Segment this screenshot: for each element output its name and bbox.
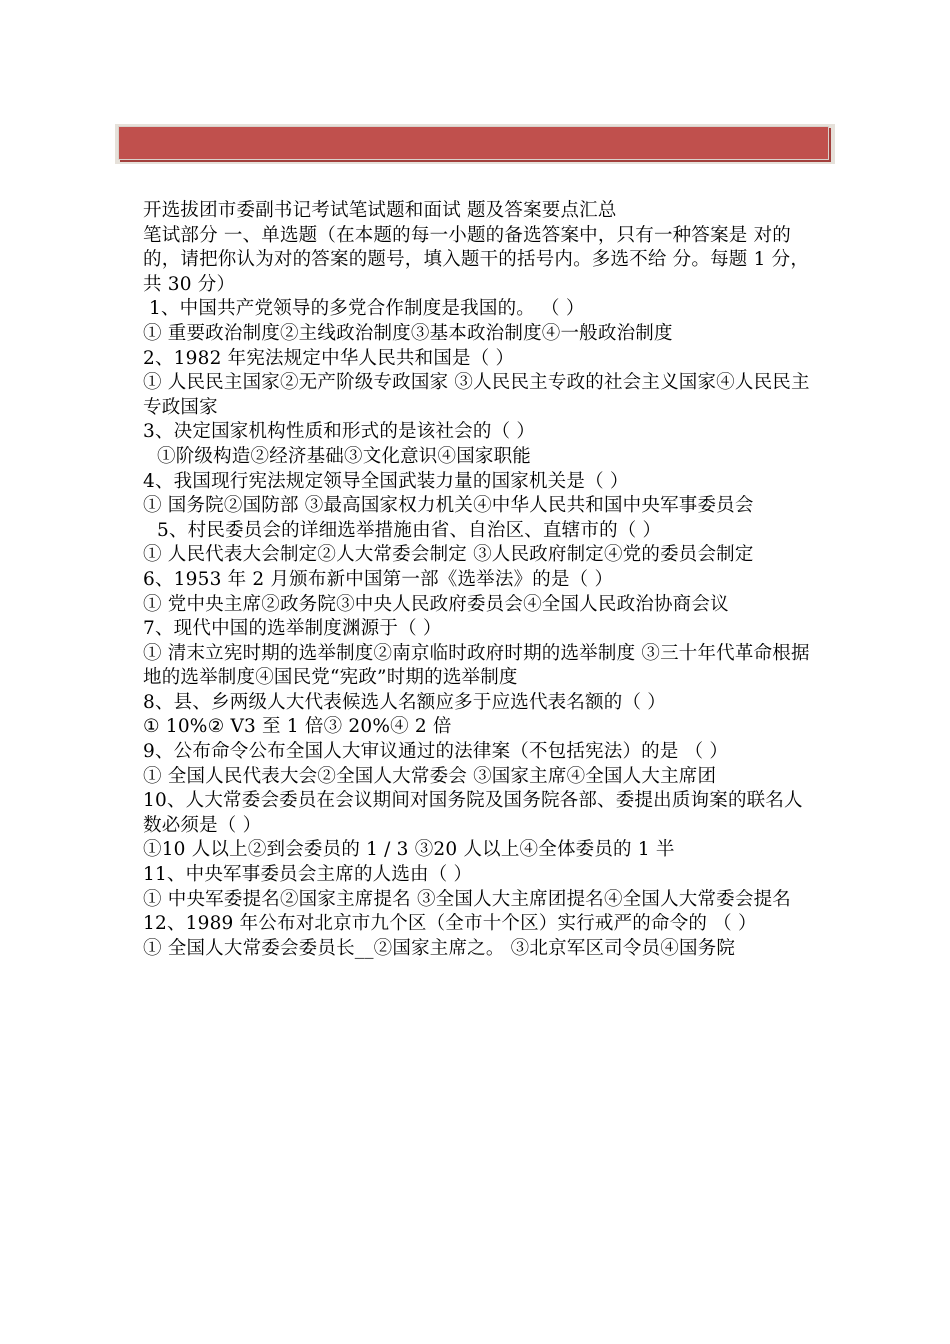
question-8: 8、县、乡两级人大代表候选人名额应多于应选代表名额的（ ） — [143, 691, 666, 713]
options-6: ① 党中央主席②政务院③中央人民政府委员会④全国人民政治协商会议 — [143, 593, 729, 615]
options-8: ① 10%② V3 至 1 倍③ 20%④ 2 倍 — [143, 716, 452, 738]
document-body — [143, 199, 815, 961]
question-4: 4、我国现行宪法规定领导全国武装力量的国家机关是（ ） — [143, 470, 629, 492]
header-banner — [118, 126, 829, 160]
question-5: 5、村民委员会的详细选举措施由省、自治区、直辖市的（ ） — [157, 519, 662, 541]
question-12: 12、1989 年公布对北京市九个区（全市十个区）实行戒严的命令的 （ ） — [143, 913, 757, 935]
options-11: ① 中央军委提名②国家主席提名 ③全国人大主席团提名④全国人大常委会提名 — [143, 888, 791, 910]
question-10: 10、人大常委会委员在会议期间对国务院及国务院各部、委提出质询案的联名人数必须是（ ） — [143, 790, 803, 836]
document-title: 开选拔团市委副书记考试笔试题和面试 题及答案要点汇总 — [143, 200, 617, 221]
options-3: ①阶级构造②经济基础③文化意识④国家职能 — [157, 445, 532, 467]
question-1: 1、中国共产党领导的多党合作制度是我国的。 （ ） — [149, 298, 585, 320]
options-5: ① 人民代表大会制定②人大常委会制定 ③人民政府制定④党的委员会制定 — [143, 544, 754, 566]
options-12: ① 全国人大常委会委员长__②国家主席之。 ③北京军区司令员④国务院 — [143, 937, 736, 959]
question-7: 7、现代中国的选举制度渊源于（ ） — [143, 618, 442, 640]
options-7: ① 清末立宪时期的选举制度②南京临时政府时期的选举制度 ③三十年代革命根据地的选举制度④国民党“宪政”时期的选举制度 — [143, 642, 810, 689]
question-3: 3、决定国家机构性质和形式的是该社会的（ ） — [143, 421, 536, 443]
question-11: 11、中央军事委员会主席的人选由（ ） — [143, 864, 473, 886]
question-6: 6、1953 年 2 月颁布新中国第一部《选举法》的是（ ） — [143, 568, 614, 590]
options-4: ① 国务院②国防部 ③最高国家权力机关④中华人民共和国中央军事委员会 — [143, 495, 754, 517]
question-2: 2、1982 年宪法规定中华人民共和国是（ ） — [143, 347, 515, 369]
section-intro: 笔试部分 一、单选题（在本题的每一小题的备选答案中，只有一种答案是 对的的，请把你认为对的答案的题号，填入题干的括号内。多选不给 分。每题 1 分，共 30 分） — [143, 224, 810, 295]
options-1: ① 重要政治制度②主线政治制度③基本政治制度④一般政治制度 — [143, 322, 673, 344]
question-9: 9、公布命令公布全国人大审议通过的法律案（不包括宪法）的是 （ ） — [143, 741, 729, 763]
options-2: ① 人民民主国家②无产阶级专政国家 ③人民民主专政的社会主义国家④人民民主专政国家 — [143, 372, 810, 418]
options-10: ①10 人以上②到会委员的 1 / 3 ③20 人以上④全体委员的 1 半 — [143, 839, 675, 861]
options-9: ① 全国人民代表大会②全国人大常委会 ③国家主席④全国人大主席团 — [143, 765, 717, 787]
